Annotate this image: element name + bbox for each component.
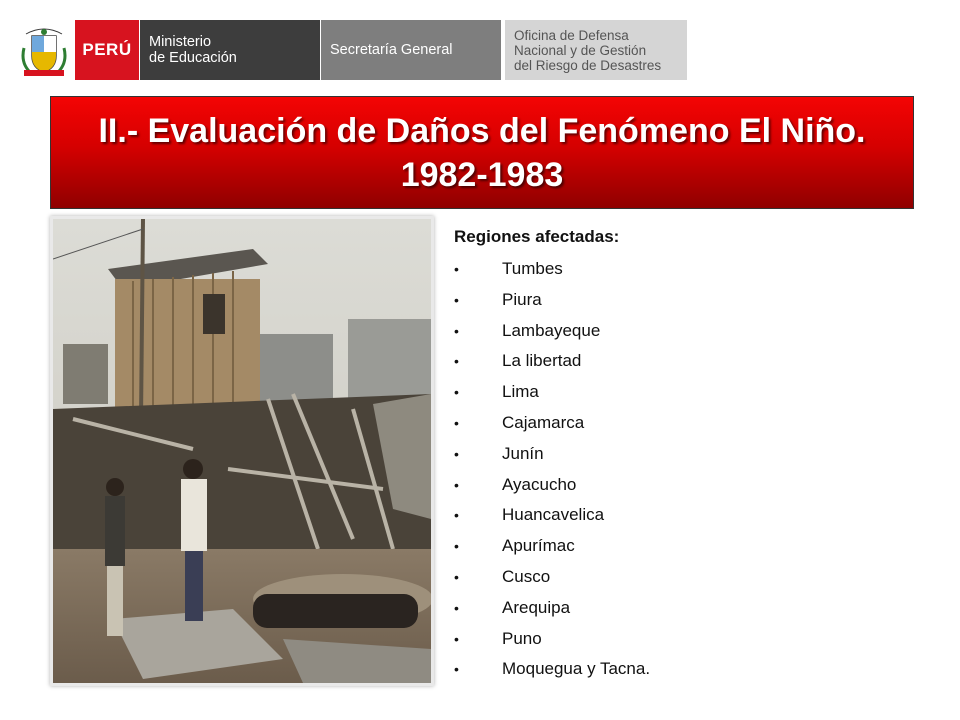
region-name: Ayacucho bbox=[502, 474, 577, 494]
title-line2: 1982-1983 bbox=[400, 155, 564, 194]
bullet-icon: • bbox=[454, 291, 459, 308]
region-list bbox=[454, 254, 934, 685]
oficina-line3: del Riesgo de Desastres bbox=[514, 57, 662, 73]
list-item bbox=[454, 470, 934, 501]
bullet-icon: • bbox=[454, 261, 459, 277]
bullet-icon: • bbox=[454, 414, 459, 431]
region-name: Apurímac bbox=[502, 536, 575, 556]
bullet-icon: • bbox=[454, 630, 459, 647]
region-name: Cajamarca bbox=[502, 412, 585, 432]
bullet-icon: • bbox=[454, 568, 459, 585]
list-item bbox=[454, 531, 934, 562]
peru-logo-box bbox=[75, 20, 139, 80]
title-banner bbox=[50, 96, 914, 209]
regions-panel bbox=[454, 224, 934, 685]
ministry-box bbox=[140, 20, 320, 80]
region-name: Tumbes bbox=[502, 259, 563, 278]
ministry-line1: Ministerio bbox=[149, 34, 212, 50]
flood-damage-photo bbox=[50, 216, 434, 686]
bullet-icon: • bbox=[454, 322, 459, 339]
region-name: Huancavelica bbox=[502, 505, 605, 525]
header-bar bbox=[0, 0, 960, 90]
region-name: Puno bbox=[502, 628, 542, 648]
oficina-line1: Oficina de Defensa bbox=[514, 27, 629, 43]
list-item bbox=[454, 316, 934, 347]
list-item bbox=[454, 562, 934, 593]
list-item bbox=[454, 254, 934, 285]
peru-label: PERÚ bbox=[82, 40, 132, 59]
peru-coat-of-arms-icon bbox=[20, 24, 68, 80]
secretaria-label: Secretaría General bbox=[330, 42, 453, 58]
list-item bbox=[454, 654, 934, 685]
bullet-icon: • bbox=[454, 599, 459, 616]
bullet-icon: • bbox=[454, 476, 459, 493]
list-item bbox=[454, 377, 934, 408]
list-item bbox=[454, 439, 934, 470]
list-item bbox=[454, 408, 934, 439]
list-item bbox=[454, 624, 934, 655]
region-name: Lima bbox=[502, 382, 539, 402]
list-item bbox=[454, 285, 934, 316]
page-title bbox=[98, 109, 865, 197]
region-name: Arequipa bbox=[502, 597, 571, 617]
bullet-icon: • bbox=[454, 353, 459, 370]
bullet-icon: • bbox=[454, 445, 459, 462]
list-item bbox=[454, 500, 934, 531]
region-name: Cusco bbox=[502, 566, 551, 586]
ministry-line2: de Educación bbox=[149, 50, 237, 66]
region-name: La libertad bbox=[502, 351, 582, 371]
secretaria-box bbox=[321, 20, 501, 80]
region-name: Moquegua y Tacna. bbox=[502, 659, 651, 679]
bullet-icon: • bbox=[454, 538, 459, 555]
oficina-box bbox=[505, 20, 687, 80]
region-name: Piura bbox=[502, 289, 542, 309]
regions-heading: Regiones afectadas: bbox=[454, 227, 620, 246]
bullet-icon: • bbox=[454, 384, 459, 401]
list-item bbox=[454, 346, 934, 377]
oficina-line2: Nacional y de Gestión bbox=[514, 42, 647, 58]
region-name: Junín bbox=[502, 443, 544, 463]
bullet-icon: • bbox=[454, 661, 459, 678]
list-item bbox=[454, 593, 934, 624]
bullet-icon: • bbox=[454, 507, 459, 524]
region-name: Lambayeque bbox=[502, 320, 601, 340]
title-line1: II.- Evaluación de Daños del Fenómeno El Niño. bbox=[98, 111, 866, 150]
